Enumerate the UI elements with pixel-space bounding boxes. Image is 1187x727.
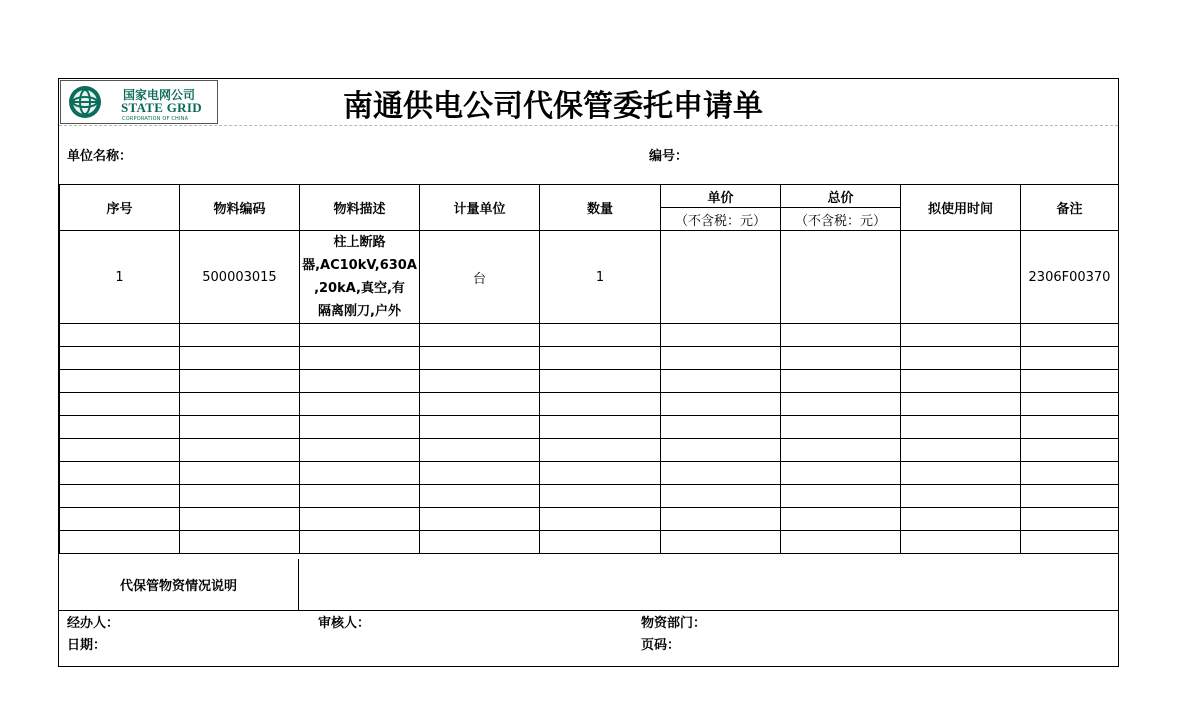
empty-cell[interactable]: [901, 324, 1021, 347]
empty-cell[interactable]: [180, 324, 300, 347]
empty-cell[interactable]: [1021, 508, 1119, 531]
empty-cell[interactable]: [420, 485, 540, 508]
logo-chinese-text: 国家电网公司: [123, 88, 196, 102]
empty-cell[interactable]: [300, 485, 420, 508]
empty-cell[interactable]: [661, 347, 781, 370]
empty-cell[interactable]: [540, 508, 661, 531]
empty-cell[interactable]: [1021, 416, 1119, 439]
empty-cell[interactable]: [781, 531, 901, 554]
table-row: [60, 439, 1119, 462]
empty-cell[interactable]: [661, 393, 781, 416]
empty-cell[interactable]: [1021, 462, 1119, 485]
empty-cell[interactable]: [901, 531, 1021, 554]
empty-cell[interactable]: [420, 393, 540, 416]
form-header: [59, 79, 1118, 126]
table-row: [60, 324, 1119, 347]
empty-cell[interactable]: [420, 508, 540, 531]
cell-use-time[interactable]: [901, 231, 1021, 324]
empty-cell[interactable]: [300, 393, 420, 416]
cell-remark: 2306F00370: [1021, 231, 1119, 324]
table-row: [60, 462, 1119, 485]
table-row: [60, 347, 1119, 370]
table-row: [60, 485, 1119, 508]
empty-cell[interactable]: [420, 462, 540, 485]
desc-line: ,20kA,真空,有: [314, 281, 405, 296]
empty-cell[interactable]: [420, 439, 540, 462]
empty-cell[interactable]: [781, 324, 901, 347]
empty-cell[interactable]: [781, 347, 901, 370]
empty-cell[interactable]: [180, 485, 300, 508]
header-total-price-note: （不含税：元）: [781, 208, 901, 231]
empty-cell[interactable]: [1021, 324, 1119, 347]
empty-cell[interactable]: [420, 416, 540, 439]
empty-cell[interactable]: [661, 439, 781, 462]
desc-line: 隔离刚刀,户外: [318, 304, 401, 319]
material-table: [59, 184, 1119, 554]
empty-cell[interactable]: [661, 531, 781, 554]
header-qty: 数量: [540, 185, 661, 231]
table-row: [60, 393, 1119, 416]
empty-cell[interactable]: [781, 508, 901, 531]
empty-cell[interactable]: [540, 462, 661, 485]
empty-cell[interactable]: [420, 370, 540, 393]
empty-cell[interactable]: [300, 324, 420, 347]
table-row: [60, 416, 1119, 439]
number-label: 编号：: [649, 149, 689, 164]
dept-label: 物资部门：: [641, 616, 707, 631]
header-use-time: 拟使用时间: [901, 185, 1021, 231]
header-unit-price: 单价: [661, 185, 781, 208]
empty-cell[interactable]: [901, 370, 1021, 393]
reviewer-label: 审核人：: [318, 616, 371, 631]
info-row: [59, 125, 1118, 185]
empty-cell[interactable]: [180, 416, 300, 439]
empty-cell[interactable]: [60, 393, 180, 416]
header-unit-price-note: （不含税：元）: [661, 208, 781, 231]
empty-cell[interactable]: [1021, 439, 1119, 462]
empty-cell[interactable]: [60, 485, 180, 508]
note-row: [59, 559, 1118, 611]
empty-cell[interactable]: [60, 347, 180, 370]
empty-cell[interactable]: [180, 393, 300, 416]
empty-cell[interactable]: [781, 439, 901, 462]
note-label: 代保管物资情况说明: [59, 559, 299, 610]
empty-cell[interactable]: [60, 370, 180, 393]
empty-cell[interactable]: [1021, 531, 1119, 554]
unit-name-label: 单位名称：: [67, 149, 133, 164]
logo-subtitle-text: CORPORATION OF CHINA: [122, 116, 189, 122]
page-title: 南通供电公司代保管委托申请单: [343, 89, 763, 124]
empty-cell[interactable]: [661, 508, 781, 531]
empty-cell[interactable]: [60, 508, 180, 531]
header-unit: 计量单位: [420, 185, 540, 231]
empty-cell[interactable]: [901, 462, 1021, 485]
empty-cell[interactable]: [300, 416, 420, 439]
logo-english-text: STATE GRID: [121, 100, 202, 115]
header-total-price: 总价: [781, 185, 901, 208]
header-code: 物料编码: [180, 185, 300, 231]
table-row: [60, 231, 1119, 324]
empty-cell[interactable]: [781, 393, 901, 416]
empty-cell[interactable]: [180, 439, 300, 462]
cell-desc: [300, 231, 420, 324]
empty-cell[interactable]: [901, 485, 1021, 508]
empty-cell[interactable]: [661, 416, 781, 439]
empty-cell[interactable]: [420, 531, 540, 554]
empty-cell[interactable]: [300, 531, 420, 554]
empty-cell[interactable]: [1021, 370, 1119, 393]
empty-cell[interactable]: [60, 324, 180, 347]
empty-cell[interactable]: [781, 370, 901, 393]
date-label: 日期：: [67, 638, 107, 653]
empty-cell[interactable]: [60, 531, 180, 554]
empty-cell[interactable]: [300, 462, 420, 485]
cell-unit: 台: [420, 231, 540, 324]
empty-cell[interactable]: [781, 416, 901, 439]
empty-cell[interactable]: [300, 439, 420, 462]
empty-cell[interactable]: [180, 462, 300, 485]
empty-cell[interactable]: [60, 416, 180, 439]
desc-line: 器,AC10kV,630A: [302, 258, 417, 273]
empty-cell[interactable]: [300, 347, 420, 370]
empty-cell[interactable]: [540, 416, 661, 439]
empty-cell[interactable]: [901, 393, 1021, 416]
empty-cell[interactable]: [420, 324, 540, 347]
empty-cell[interactable]: [540, 347, 661, 370]
empty-cell[interactable]: [901, 416, 1021, 439]
table-row: [60, 531, 1119, 554]
empty-cell[interactable]: [540, 370, 661, 393]
handler-label: 经办人：: [67, 616, 120, 631]
empty-cell[interactable]: [901, 347, 1021, 370]
empty-cell[interactable]: [1021, 347, 1119, 370]
empty-cell[interactable]: [1021, 485, 1119, 508]
empty-cell[interactable]: [180, 531, 300, 554]
empty-cell[interactable]: [540, 393, 661, 416]
cell-qty: 1: [540, 231, 661, 324]
globe-icon: [65, 84, 105, 120]
page-label: 页码：: [641, 638, 681, 653]
empty-cell[interactable]: [60, 439, 180, 462]
empty-cell[interactable]: [300, 508, 420, 531]
cell-seq: 1: [60, 231, 180, 324]
empty-cell[interactable]: [180, 370, 300, 393]
desc-line: 柱上断路: [333, 235, 386, 250]
empty-cell[interactable]: [180, 508, 300, 531]
empty-cell[interactable]: [540, 485, 661, 508]
empty-cell[interactable]: [60, 462, 180, 485]
cell-code: 500003015: [180, 231, 300, 324]
empty-cell[interactable]: [901, 508, 1021, 531]
empty-cell[interactable]: [661, 324, 781, 347]
empty-rows: [60, 324, 1119, 554]
empty-cell[interactable]: [901, 439, 1021, 462]
header-desc: 物料描述: [300, 185, 420, 231]
request-form: [58, 78, 1119, 667]
empty-cell[interactable]: [661, 485, 781, 508]
empty-cell[interactable]: [1021, 393, 1119, 416]
empty-cell[interactable]: [781, 462, 901, 485]
empty-cell[interactable]: [540, 531, 661, 554]
empty-cell[interactable]: [180, 347, 300, 370]
empty-cell[interactable]: [420, 347, 540, 370]
empty-cell[interactable]: [540, 439, 661, 462]
state-grid-logo: [60, 80, 218, 124]
empty-cell[interactable]: [781, 485, 901, 508]
table-row: [60, 508, 1119, 531]
empty-cell[interactable]: [661, 462, 781, 485]
cell-unit-price[interactable]: [661, 231, 781, 324]
cell-total-price[interactable]: [781, 231, 901, 324]
empty-cell[interactable]: [661, 370, 781, 393]
empty-cell[interactable]: [300, 370, 420, 393]
empty-cell[interactable]: [540, 324, 661, 347]
header-seq: 序号: [60, 185, 180, 231]
table-row: [60, 370, 1119, 393]
header-remark: 备注: [1021, 185, 1119, 231]
